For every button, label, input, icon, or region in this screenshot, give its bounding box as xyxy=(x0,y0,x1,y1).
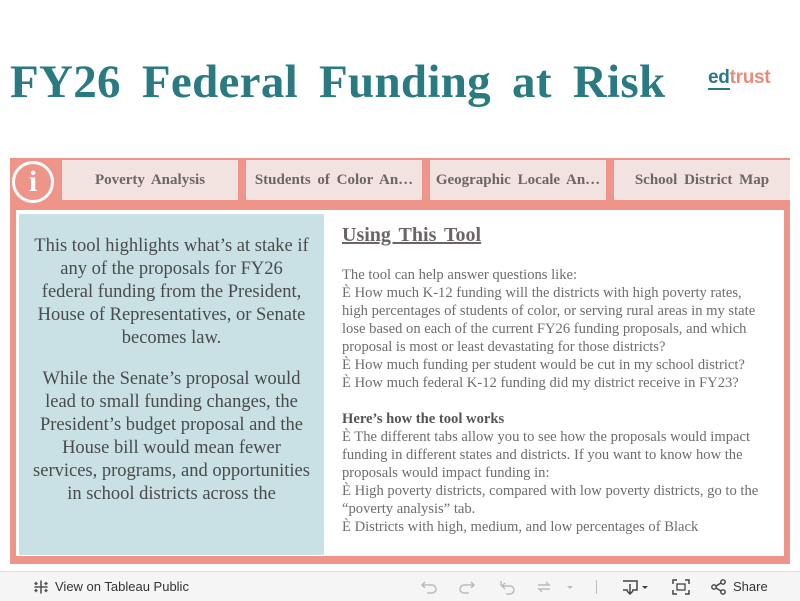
how-item: È The different tabs allow you to see how the proposals would impact funding in different states and districts. If you want to know how the proposals would impact funding in: xyxy=(342,429,750,481)
refresh-icon xyxy=(534,578,554,596)
dashboard-title: FY26 Federal Funding at Risk xyxy=(10,56,666,108)
revert-icon xyxy=(497,578,517,596)
refresh-button[interactable] xyxy=(534,572,554,601)
tab-school-district-map[interactable] xyxy=(614,160,790,200)
edtrust-logo[interactable] xyxy=(708,66,770,90)
instructions-heading: Using This Tool xyxy=(342,224,482,246)
refresh-dropdown[interactable] xyxy=(565,572,575,601)
tableau-toolbar xyxy=(0,571,800,601)
how-item: È Districts with high, medium, and low percentages of Black xyxy=(342,519,699,535)
view-on-tableau-public-label: View on Tableau Public xyxy=(55,579,189,594)
redo-icon xyxy=(457,578,477,596)
undo-button[interactable] xyxy=(419,572,439,601)
question-item: È How much federal K-12 funding did my district receive in FY23? xyxy=(342,375,739,391)
download-icon xyxy=(620,578,640,596)
tab-label: Students of Color An… xyxy=(254,171,414,188)
tab-label: Geographic Locale An… xyxy=(435,171,601,188)
share-button[interactable] xyxy=(710,572,768,601)
undo-icon xyxy=(419,578,439,596)
intro-paragraph-1: This tool highlights what’s at stake if any of the proposals for FY26 federal funding from the President, House of Representatives, or Senate becomes law. xyxy=(34,236,309,348)
info-icon[interactable]: i xyxy=(12,161,54,203)
instructions-intro: The tool can help answer questions like: xyxy=(342,267,578,283)
share-icon xyxy=(710,578,728,596)
question-item: È How much funding per student would be cut in my school district? xyxy=(342,357,745,373)
fullscreen-icon xyxy=(671,578,691,596)
tab-label: Poverty Analysis xyxy=(94,171,206,188)
share-label: Share xyxy=(733,579,768,594)
view-on-tableau-public-link[interactable] xyxy=(32,572,189,601)
tableau-logo-icon xyxy=(32,578,50,596)
intro-paragraph-2: While the Senate’s proposal would lead to small funding changes, the President’s budget proposal and the House bill would mean fewer services, programs, and opportunities in school districts across the xyxy=(33,369,310,504)
question-item: È How much K-12 funding will the districts with high poverty rates, high percentages of students of color, or serving rural areas in my state lose based on each of the current FY26 funding proposals, and which proposal is most or least devastating for those districts? xyxy=(342,285,756,355)
tab-students-of-color-analysis[interactable] xyxy=(246,160,422,200)
how-it-works-heading: Here’s how the tool works xyxy=(342,411,505,427)
tab-label: School District Map xyxy=(634,171,770,188)
tab-poverty-analysis[interactable] xyxy=(62,160,238,200)
download-button[interactable] xyxy=(620,572,650,601)
revert-button[interactable] xyxy=(497,572,517,601)
fullscreen-button[interactable] xyxy=(671,572,691,601)
logo-trust: trust xyxy=(729,67,771,88)
intro-text-box[interactable] xyxy=(19,214,324,555)
how-item: È High poverty districts, compared with low poverty districts, go to the “poverty analysis” tab. xyxy=(342,483,759,517)
chevron-down-icon xyxy=(565,582,575,592)
logo-ed: ed xyxy=(708,67,730,88)
tab-geographic-locale-analysis[interactable] xyxy=(430,160,606,200)
redo-button[interactable] xyxy=(457,572,477,601)
instructions-text-box[interactable] xyxy=(342,222,770,545)
toolbar-divider xyxy=(596,580,597,594)
chevron-down-icon xyxy=(640,582,650,592)
